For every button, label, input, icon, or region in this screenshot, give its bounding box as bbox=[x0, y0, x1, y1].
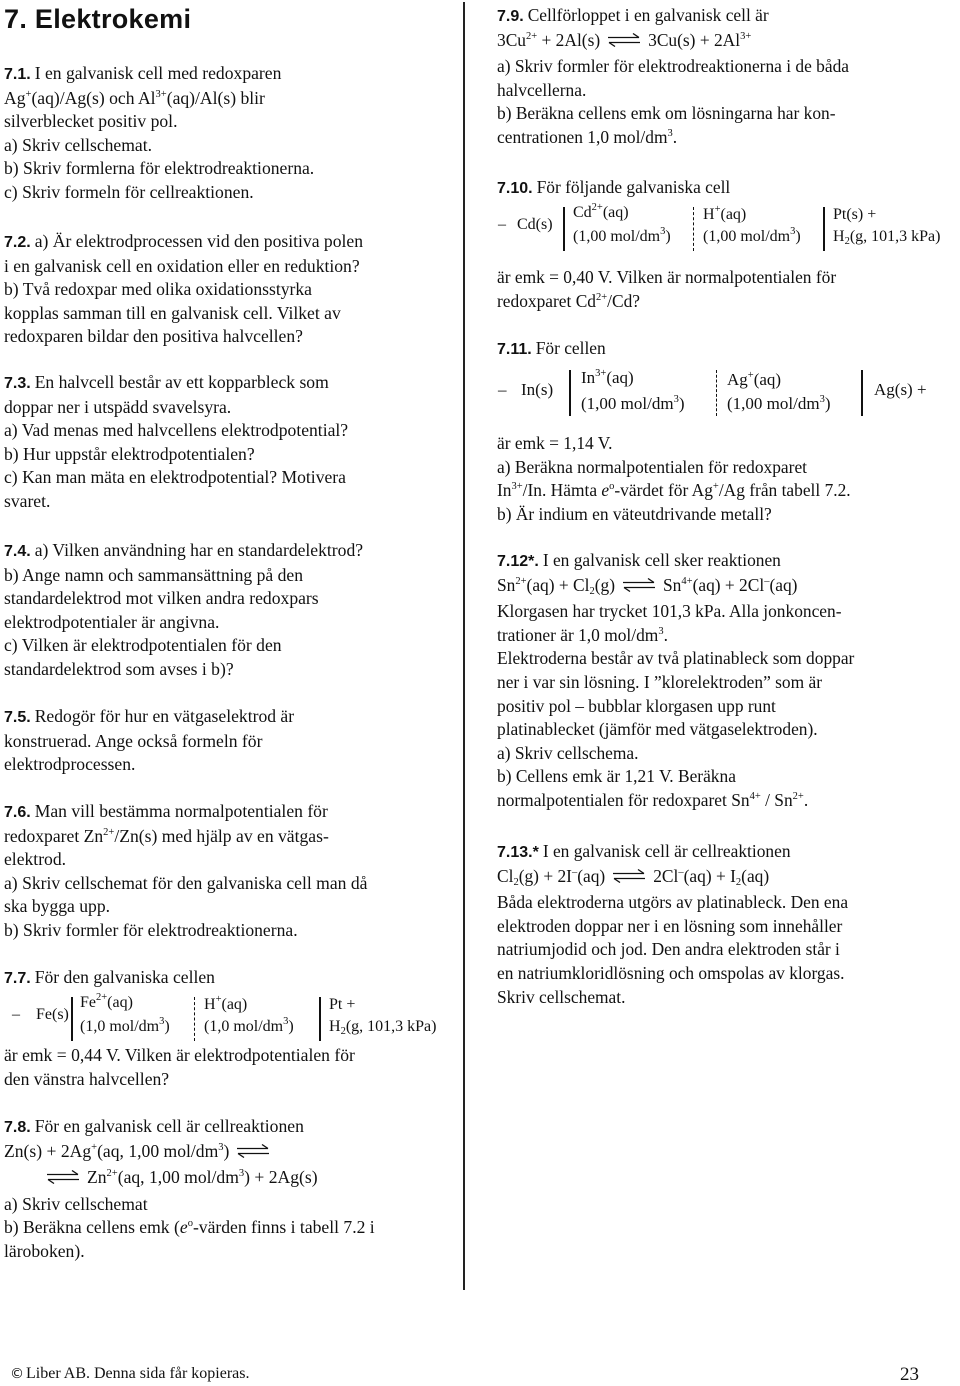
question-7-11: 7.11. För cellen bbox=[497, 338, 606, 358]
question-7-3: 7.3. En halvcell består av ett kopparbleck som doppar ner i utspädd svavelsyra. a) Vad menas med halvcellens elektrodpotential? b) Hur uppstår elektrodpotentialen? c) Kan man mäta en elektrodpotential? Motivera svaret. bbox=[4, 372, 349, 511]
question-number: 7.12*. bbox=[497, 553, 539, 570]
equilibrium-arrow-icon bbox=[45, 1170, 81, 1184]
question-7-13: 7.13.* I en galvanisk cell är cellreaktionen $Cl_2(g) + 2I^-(aq) 2Cl^-(aq) + I_2(aq)$ Båda elektroderna utgörs av platinableck. Den ena elektroden doppar ner i en lösning som innehåller natriumjodid och jod. Den andra elektroden står i en natriumkloridlösning och omspolas av klorgas. Skriv cellschemat. bbox=[497, 841, 849, 1007]
question-number: 7.6. bbox=[4, 804, 31, 821]
question-7-1: 7.1. I en galvanisk cell med redoxparen Ag+(aq)/Ag(s) och $Al^{3+}(aq)/Al(s)$ blir silverblecket positiv pol. a) Skriv cellschemat. b) Skriv formlerna för elektrodreaktionerna. c) Skriv formeln för cellreaktionen. bbox=[4, 63, 315, 202]
question-number: 7.13.* bbox=[497, 844, 539, 861]
question-number: 7.5. bbox=[4, 709, 31, 726]
question-number: 7.1. bbox=[4, 66, 31, 83]
copyright-icon: © bbox=[10, 1366, 24, 1382]
chapter-title: 7. Elektrokemi bbox=[4, 4, 192, 34]
equilibrium-arrow-icon bbox=[235, 1144, 271, 1158]
question-number: 7.2. bbox=[4, 234, 31, 251]
cell-diagram-7-7: – Fe(s) $Fe^{2+}(aq)$ (1,0 mol/$dm^3$) H+(aq) (1,0 mol/$dm^3$) Pt + $H_2(g$, 101,3 kPa) bbox=[4, 993, 452, 1045]
cell-diagram-7-10: – Cd(s) $Cd^{2+}(aq)$ (1,00 mol/$dm^3$) H+(aq) (1,00 mol/$dm^3$) Pt(s) + $H_2(g$, 101,3 kPa) bbox=[497, 203, 957, 255]
question-7-5: 7.5. Redogör för hur en vätgaselektrod är konstruerad. Ange också formeln för elektrodprocessen. bbox=[4, 706, 295, 775]
question-7-9: 7.9. Cellförloppet i en galvanisk cell är $3Cu^{2+} + 2Al(s) 3Cu(s) + 2Al^{3+}$ a) Skriv formler för elektrodreaktionerna i de båda halvcellerna. b) Beräkna cellens emk om lösningarna har kon- centrationen 1,0 mol/$dm^3$. bbox=[497, 5, 850, 147]
question-7-2: 7.2. a) Är elektrodprocessen vid den positiva polen i en galvanisk cell en oxidation eller en reduktion? b) Två redoxpar med olika oxidationsstyrka kopplas samman till en galvanisk cell. Vilket av redoxparen bildar den positiva halvcellen? bbox=[4, 231, 364, 347]
question-number: 7.9. bbox=[497, 8, 524, 25]
equilibrium-arrow-icon bbox=[611, 869, 647, 883]
equilibrium-arrow-icon bbox=[606, 33, 642, 47]
question-number: 7.7. bbox=[4, 970, 31, 987]
equilibrium-arrow-icon bbox=[621, 578, 657, 592]
question-number: 7.10. bbox=[497, 180, 533, 197]
question-7-6: 7.6. Man vill bestämma normalpotentialen för redoxparet $Zn^{2+}/Zn(s)$ med hjälp av en vätgas- elektrod. a) Skriv cellschemat för den galvaniska cell man då ska bygga upp. b) Skriv formler för elektrodreaktionerna. bbox=[4, 801, 368, 940]
page-number: 23 bbox=[900, 1364, 919, 1385]
cell-diagram-7-11: – In(s) $In^{3+}(aq)$ (1,00 mol/$dm^3$) Ag+(aq) (1,00 mol/$dm^3$) Ag(s) + bbox=[497, 366, 957, 420]
question-7-8: 7.8. För en galvanisk cell är cellreaktionen Zn(s) + 2Ag+(aq, 1,00 mol/$dm^3$) $Zn^{2+}(aq$, 1,00 mol/$dm^3) + 2Ag(s)$ a) Skriv cellschemat b) Beräkna cellens emk ($e^o$-värden finns i tabell 7.2 i läroboken). bbox=[4, 1116, 375, 1261]
footer-copyright: © Liber AB. Denna sida får kopieras. bbox=[10, 1365, 250, 1382]
question-7-10: 7.10. För följande galvaniska cell bbox=[497, 177, 731, 197]
question-7-7: 7.7. För den galvaniska cellen bbox=[4, 967, 215, 987]
question-number: 7.4. bbox=[4, 543, 31, 560]
question-number: 7.11. bbox=[497, 341, 532, 358]
question-7-12: 7.12*. I en galvanisk cell sker reaktionen $Sn^{2+}(aq) + Cl_2(g) Sn^{4+}(aq) + 2Cl^-(aq)$ Klorgasen har trycket 101,3 kPa. Alla jonkoncen- trationer är 1,0 mol/$dm^3$. Elektroderna består av två platinableck som doppar ner i var sin lösning. I ”klorelektroden” som är positiv pol – bubblar klorgasen upp runt platinablecket (jämför med vätgaselektroden). a) Skriv cellschema. b) Cellens emk är 1,21 V. Beräkna normalpotentialen för redoxparet $Sn^{4+} / Sn^{2+}$. bbox=[497, 550, 855, 810]
column-divider bbox=[463, 2, 465, 1290]
question-number: 7.8. bbox=[4, 1119, 31, 1136]
question-7-4: 7.4. a) Vilken användning har en standardelektrod? b) Ange namn och sammansättning på den standardelektrod mot vilken andra redoxpars elektrodpotentialer är angivna. c) Vilken är elektrodpotentialen för den standardelektrod som avses i b)? bbox=[4, 540, 364, 679]
question-number: 7.3. bbox=[4, 375, 31, 392]
